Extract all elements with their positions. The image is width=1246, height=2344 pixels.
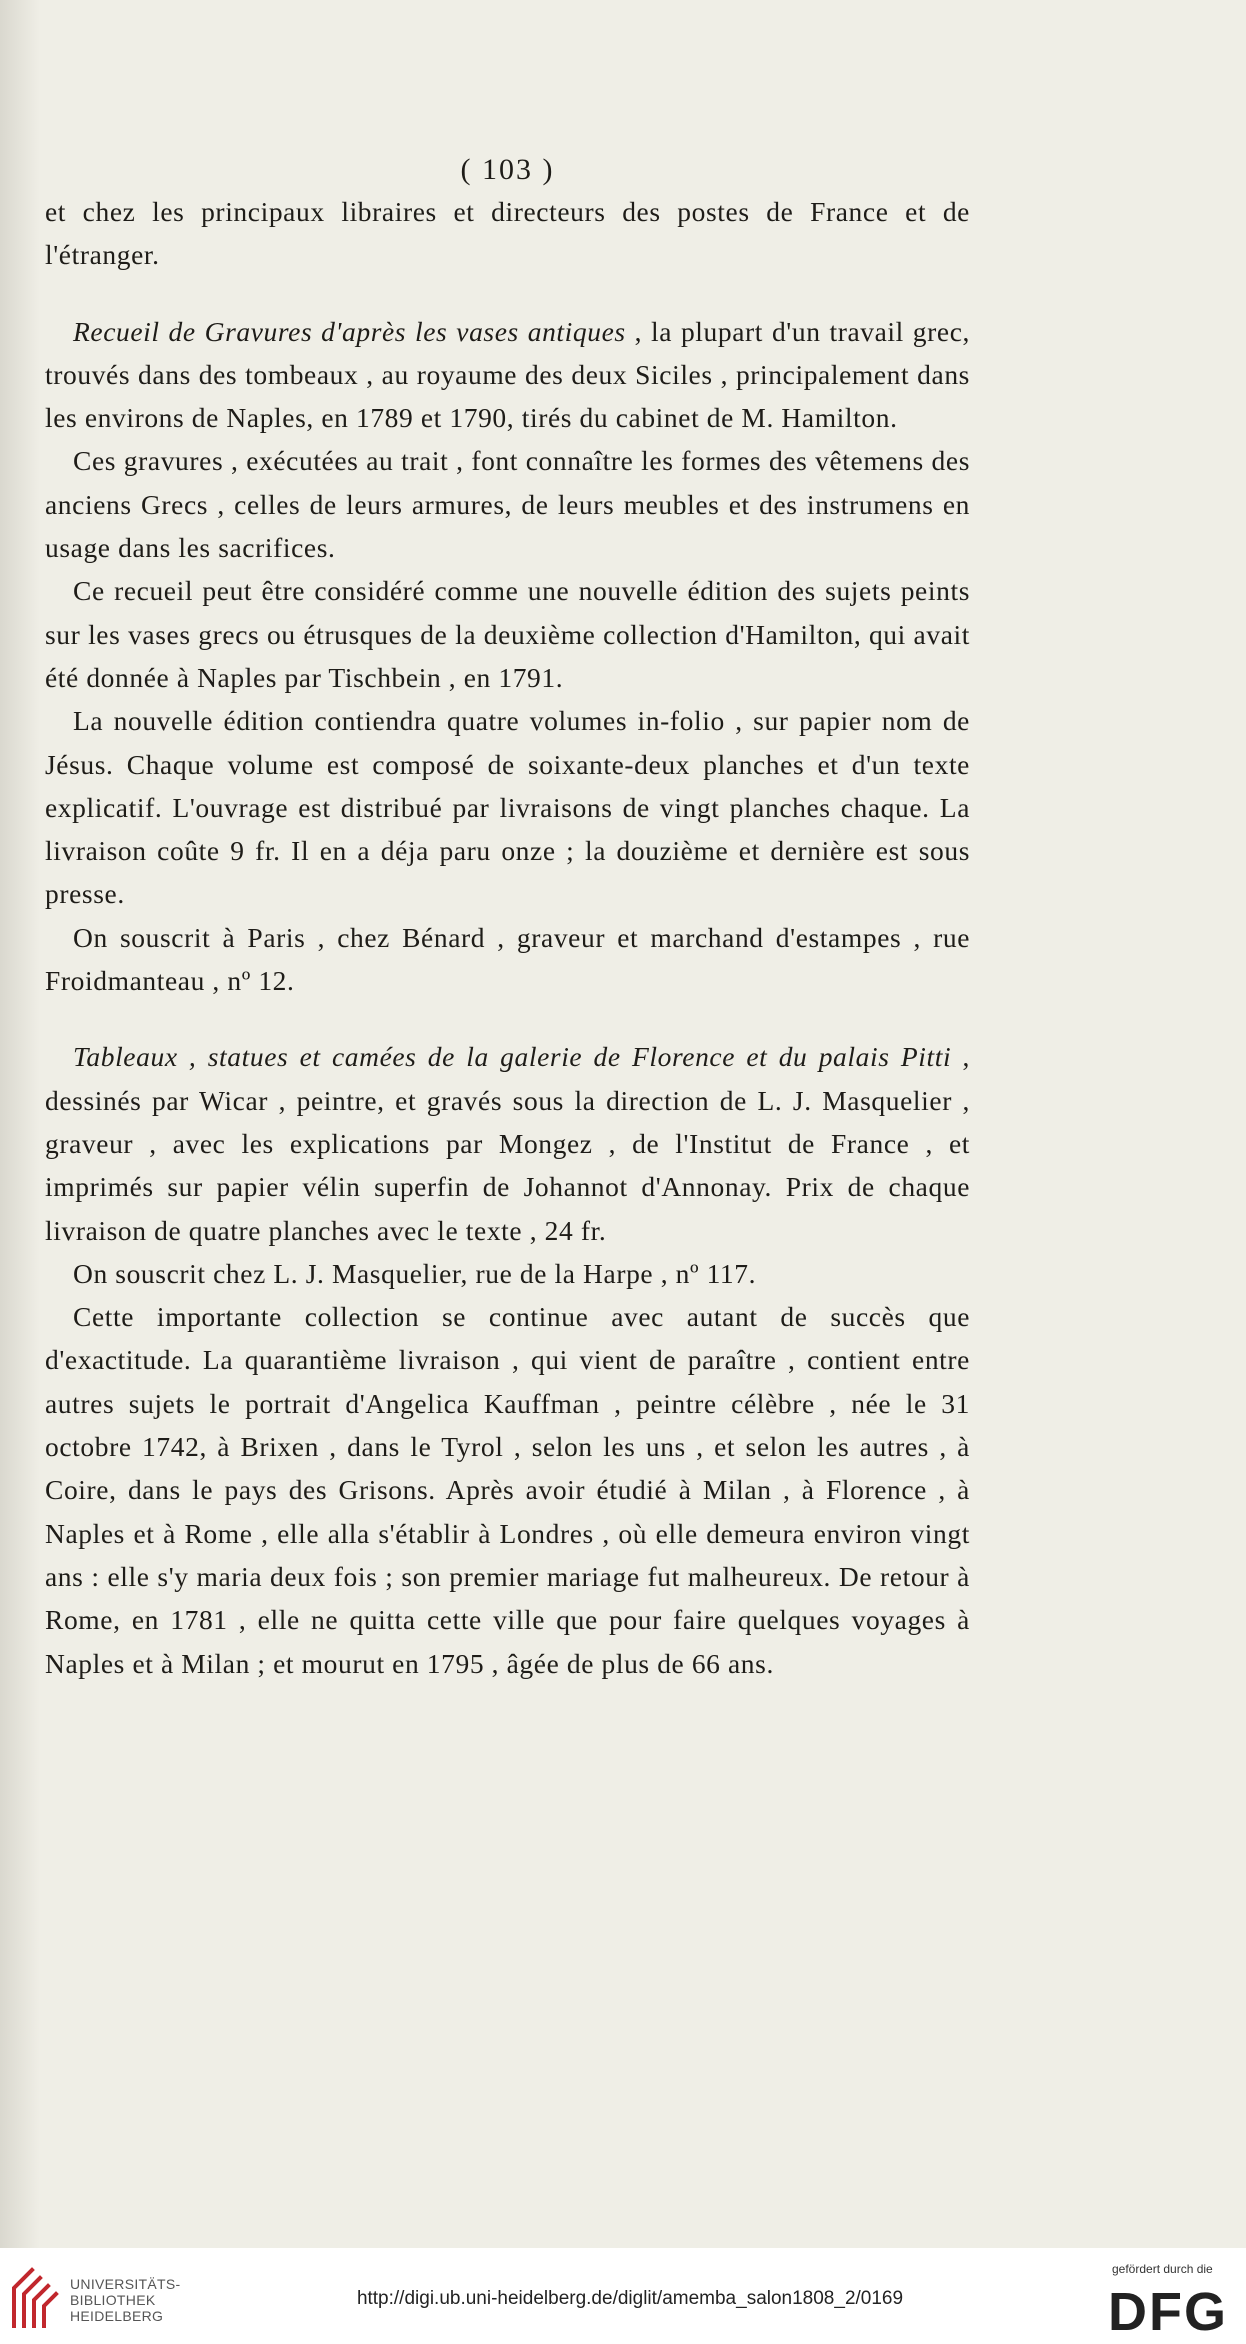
paragraph-body <box>45 1295 970 1685</box>
library-name-line: BIBLIOTHEK <box>70 2292 156 2308</box>
entry-recueil-de-gravures <box>45 310 970 440</box>
permalink-url[interactable]: http://digi.ub.uni-heidelberg.de/diglit/amemba_salon1808_2/0169 <box>356 2288 904 2309</box>
university-library-name <box>70 2276 180 2324</box>
paragraph-body <box>45 1252 970 1295</box>
library-name-line: UNIVERSITÄTS- <box>70 2276 181 2292</box>
dfg-logo-icon <box>1106 2280 1236 2336</box>
page-number: ( 103 ) <box>460 153 555 186</box>
paragraph-text: Cette importante collection se continue avec autant de succès que d'exactitude. La quarantième livraison , qui vient de paraître , contient entre autres sujets le portrait d'Angelica Kauffman , peintre célèbre , née le 31 octobre 1742, à Brixen , dans le Tyrol , selon les uns , et selon les autres , à Coire, dans le pays des Grisons. Après avoir étudié à Milan , à Florence , à Naples et à Rome , elle alla s'établir à Londres , où elle demeura environ vingt ans : elle s'y maria deux fois ; son premier mariage fut malheureux. De retour à Rome, en 1781 , elle ne quitta cette ville que pour faire quelques voyages à Naples et à Milan ; et mourut en 1795 , âgée de plus de 66 ans. <box>45 1301 970 1679</box>
university-library-logo-icon <box>10 2266 62 2330</box>
paragraph-text: On souscrit à Paris , chez Bénard , graveur et marchand d'estampes , rue Froidmanteau , nº 12. <box>45 921 970 997</box>
library-name-line: HEIDELBERG <box>70 2308 164 2324</box>
entry-title: Recueil de Gravures d'après les vases antiques <box>73 315 626 347</box>
paragraph-body <box>45 916 970 1003</box>
paragraph-body <box>45 439 970 569</box>
funded-by-label: gefördert durch die <box>1112 2262 1213 2276</box>
paragraph-text: , la plupart d'un travail grec, trouvés dans des tombeaux , au royaume des deux Siciles , principalement dans les environs de Naples, en 1789 et 1790, tirés du cabinet de M. Hamilton. <box>45 315 970 434</box>
paragraph-body <box>45 699 970 915</box>
paragraph-text: , dessinés par Wicar , peintre, et gravés sous la direction de L. J. Masquelier , graveur , avec les explications par Mongez , de l'Institut de France , et imprimés sur papier vélin superfin de Johannot d'Annonay. Prix de chaque livraison de quatre planches avec le texte , 24 fr. <box>45 1041 970 1246</box>
dfg-logo-text: DFG <box>1108 2282 1228 2336</box>
entry-title: Tableaux , statues et camées de la galerie de Florence et du palais Pitti <box>73 1041 952 1073</box>
page-text <box>45 150 970 1685</box>
paragraph-text: Ces gravures , exécutées au trait , font connaître les formes des vêtemens des anciens Grecs , celles de leurs armures, de leurs meubles et des instrumens en usage dans les sacrifices. <box>45 445 970 564</box>
paragraph-text: et chez les principaux libraires et directeurs des postes de France et de l'étranger. <box>45 196 970 271</box>
paragraph-continuation <box>45 190 970 277</box>
paragraph-text: Ce recueil peut être considéré comme une nouvelle édition des sujets peints sur les vases grecs ou étrusques de la deuxième collection d'Hamilton, qui avait été donnée à Naples par Tischbein , en 1791. <box>45 575 970 693</box>
paragraph-body <box>45 569 970 699</box>
paragraph-text: La nouvelle édition contiendra quatre volumes in-folio , sur papier nom de Jésus. Chaque volume est composé de soixante-deux planches et d'un texte explicatif. L'ouvrage est distribué par livraisons de vingt planches chaque. La livraison coûte 9 fr. Il en a déja paru onze ; la douzième et dernière est sous presse. <box>45 705 970 910</box>
paragraph-text: On souscrit chez L. J. Masquelier, rue de la Harpe , nº 117. <box>73 1257 757 1289</box>
entry-tableaux-statues-camees <box>45 1035 970 1251</box>
